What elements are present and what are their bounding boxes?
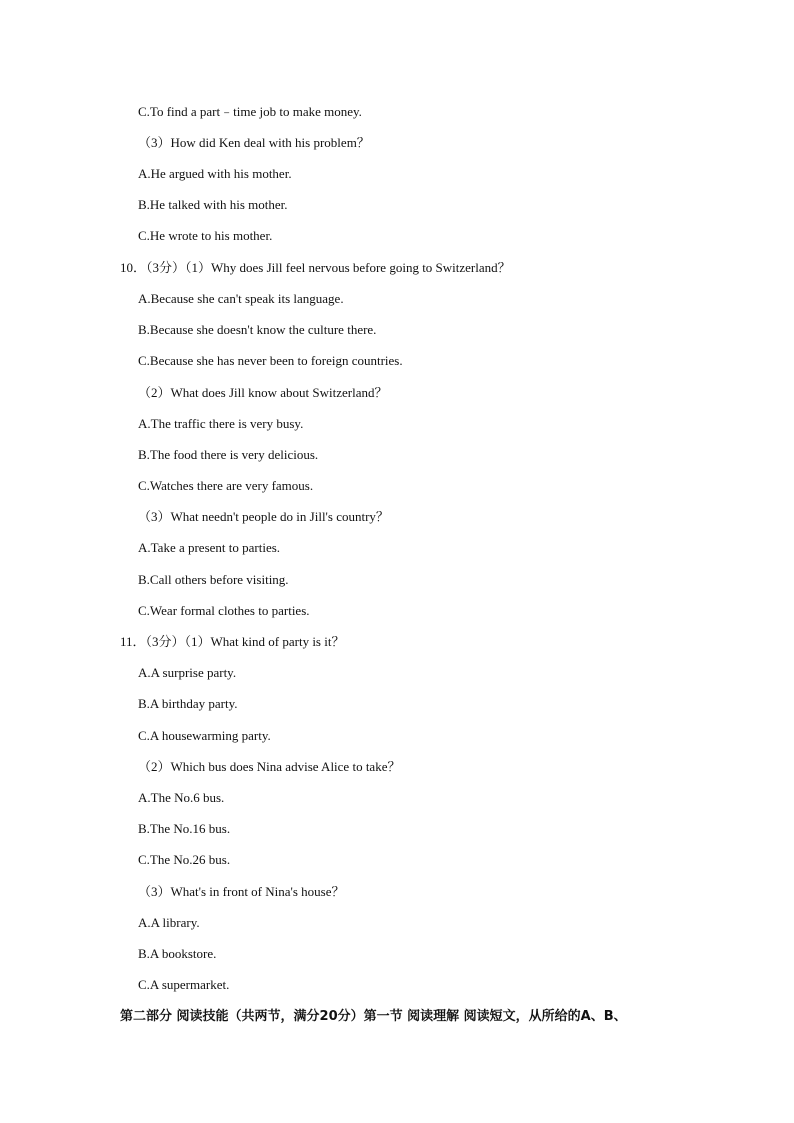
q11-subquestion-2: （2）Which bus does Nina advise Alice to take？ (138, 759, 401, 774)
q11-option-b3: B.A bookstore. (138, 946, 217, 961)
q11-heading: 11．（3分）（1）What kind of party is it？ (120, 634, 345, 649)
q11-option-b1: B.A birthday party. (138, 696, 238, 711)
q10-option-b3: B.Call others before visiting. (138, 572, 289, 587)
q9-option-c3: C.He wrote to his mother. (138, 228, 273, 243)
q11-option-c3: C.A supermarket. (138, 977, 230, 992)
q10-option-b1: B.Because she doesn't know the culture there. (138, 322, 377, 337)
q11-option-c2: C.The No.26 bus. (138, 852, 231, 867)
q10-subquestion-3: （3）What needn't people do in Jill's country？ (138, 509, 389, 524)
q11-option-c1: C.A housewarming party. (138, 728, 271, 743)
q11-option-a1: A.A surprise party. (138, 665, 237, 680)
q10-option-b2: B.The food there is very delicious. (138, 447, 319, 462)
q11-option-a2: A.The No.6 bus. (138, 790, 225, 805)
section-heading: 第二部分 阅读技能（共两节，满分20分）第一节 阅读理解 阅读短文，从所给的A、B、 (120, 1009, 627, 1024)
q11-subquestion-3: （3）What's in front of Nina's house？ (138, 884, 345, 899)
q11-option-b2: B.The No.16 bus. (138, 821, 231, 836)
q10-option-a1: A.Because she can't speak its language. (138, 291, 344, 306)
q10-subquestion-2: （2）What does Jill know about Switzerland？ (138, 385, 388, 400)
q9-option-c1: C.To find a part﹣time job to make money. (138, 104, 362, 119)
q9-subquestion-3: （3）How did Ken deal with his problem？ (138, 135, 370, 150)
q10-option-c1: C.Because she has never been to foreign countries. (138, 353, 403, 368)
q10-option-c3: C.Wear formal clothes to parties. (138, 603, 310, 618)
q9-option-b3: B.He talked with his mother. (138, 197, 288, 212)
q10-option-a3: A.Take a present to parties. (138, 540, 281, 555)
q10-option-a2: A.The traffic there is very busy. (138, 416, 304, 431)
q10-option-c2: C.Watches there are very famous. (138, 478, 314, 493)
q11-option-a3: A.A library. (138, 915, 200, 930)
q10-heading: 10．（3分）（1）Why does Jill feel nervous before going to Switzerland？ (120, 260, 511, 275)
q9-option-a3: A.He argued with his mother. (138, 166, 292, 181)
